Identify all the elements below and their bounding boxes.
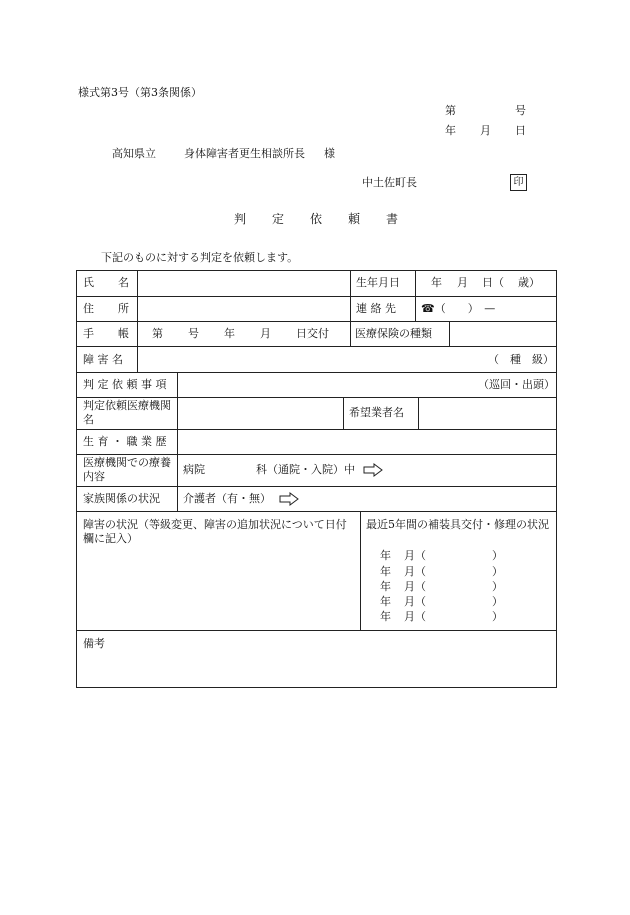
techo-go: 号 xyxy=(188,327,199,340)
contact-label: 連 絡 先 xyxy=(356,302,396,315)
techo-label xyxy=(83,327,129,341)
name-label xyxy=(83,276,129,290)
equipment-tsuki: 月（ xyxy=(404,580,426,593)
disability-grade: （ 種 級） xyxy=(488,353,554,366)
birth-age: 歳） xyxy=(518,276,540,289)
equipment-close: ） xyxy=(492,565,503,578)
status-label: 障害の状況（等級変更、障害の追加状況について日付欄に記入） xyxy=(83,518,347,545)
title-char: 判 xyxy=(233,212,246,226)
institution-label: 判定依頼医療機関名 xyxy=(83,399,171,426)
title-char: 頼 xyxy=(347,212,360,226)
title-char: 依 xyxy=(309,212,322,226)
equipment-nen: 年 xyxy=(380,580,391,593)
document-title xyxy=(221,212,411,227)
techo-label-char: 手 xyxy=(83,327,94,340)
name-label-char: 名 xyxy=(118,276,129,289)
treatment-dept-text: 科（通院・入院）中 xyxy=(256,463,355,476)
arrow-right-icon xyxy=(279,492,299,506)
equipment-tsuki: 月（ xyxy=(404,549,426,562)
history-label: 生 育 ・ 職 業 歴 xyxy=(83,435,167,448)
sender-name: 中土佐町長 xyxy=(362,176,417,189)
equipment-nen: 年 xyxy=(380,610,391,623)
equipment-close: ） xyxy=(492,549,503,562)
equipment-tsuki: 月（ xyxy=(404,565,426,578)
addressee-sama: 様 xyxy=(324,147,335,160)
seal-mark: 印 xyxy=(510,174,527,191)
request-label: 判 定 依 頼 事 項 xyxy=(83,378,167,391)
techo-issued: 日交付 xyxy=(296,327,329,340)
arrow-right-icon xyxy=(363,463,383,477)
address-label-char: 所 xyxy=(118,302,129,315)
birth-hi: 日（ xyxy=(482,276,504,289)
address-label-char: 住 xyxy=(83,302,94,315)
treatment-hospital: 病院 xyxy=(183,463,205,476)
birth-nen: 年 xyxy=(431,276,442,289)
header-nen: 年 xyxy=(445,124,456,137)
addressee-office: 身体障害者更生相談所長 xyxy=(184,147,305,160)
request-type: （巡回・出頭） xyxy=(478,378,555,391)
family-value-text: 介護者（有・無） xyxy=(183,492,271,505)
header-go: 号 xyxy=(515,104,526,117)
contact-phone: ☎（ ） — xyxy=(421,302,496,315)
form-number: 様式第3号（第3条関係） xyxy=(78,86,202,99)
name-label-char: 氏 xyxy=(83,276,94,289)
techo-nen: 年 xyxy=(224,327,235,340)
title-char: 書 xyxy=(385,212,398,226)
vendor-label: 希望業者名 xyxy=(349,406,404,419)
equipment-close: ） xyxy=(492,580,503,593)
family-label: 家族関係の状況 xyxy=(83,492,160,505)
equipment-tsuki: 月（ xyxy=(404,595,426,608)
equipment-tsuki: 月（ xyxy=(404,610,426,623)
treatment-label: 医療機関での療養内容 xyxy=(83,456,171,483)
treatment-dept xyxy=(256,463,383,477)
techo-label-char: 帳 xyxy=(118,327,129,340)
address-label xyxy=(83,302,129,316)
header-tsuki: 月 xyxy=(480,124,491,137)
birth-tsuki: 月 xyxy=(457,276,468,289)
disability-label: 障 害 名 xyxy=(83,353,123,366)
techo-tsuki: 月 xyxy=(260,327,271,340)
equipment-close: ） xyxy=(492,595,503,608)
techo-dai: 第 xyxy=(152,327,163,340)
family-value xyxy=(183,492,299,506)
birthdate-label: 生年月日 xyxy=(356,276,400,289)
equipment-nen: 年 xyxy=(380,595,391,608)
header-hi: 日 xyxy=(515,124,526,137)
equipment-nen: 年 xyxy=(380,549,391,562)
title-char: 定 xyxy=(271,212,284,226)
equipment-nen: 年 xyxy=(380,565,391,578)
header-dai: 第 xyxy=(445,104,456,117)
equipment-label: 最近5年間の補装具交付・修理の状況 xyxy=(366,518,549,531)
equipment-close: ） xyxy=(492,610,503,623)
remarks-label: 備考 xyxy=(83,637,105,650)
insurance-label: 医療保険の種類 xyxy=(355,327,432,340)
intro-text: 下記のものに対する判定を依頼します。 xyxy=(101,251,299,264)
addressee-prefecture: 高知県立 xyxy=(112,147,156,160)
